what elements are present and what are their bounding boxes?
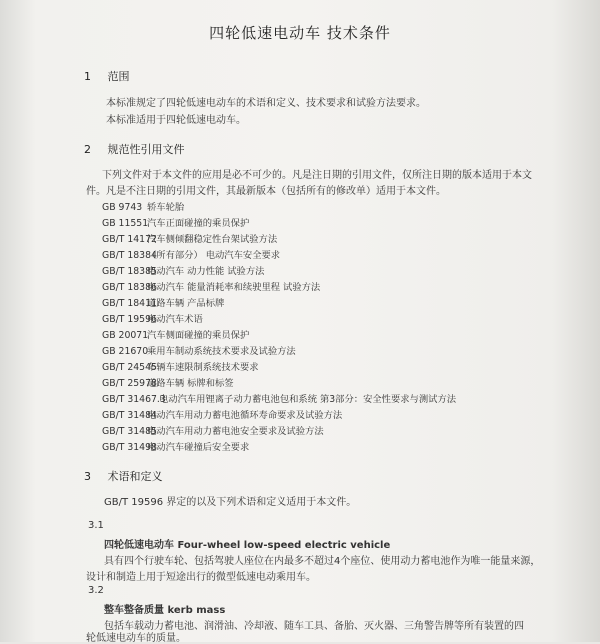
reference-item bbox=[102, 407, 342, 421]
reference-code: GB 20071 bbox=[102, 330, 149, 341]
paragraph: 本标准规定了四轮低速电动车的术语和定义、技术要求和试验方法要求。 bbox=[106, 98, 426, 109]
reference-item bbox=[102, 295, 224, 309]
reference-name: 电动汽车用动力蓄电池循环寿命要求及试验方法 bbox=[146, 410, 343, 421]
section-1-heading bbox=[84, 68, 130, 84]
paragraph: 包括车载动力蓄电池、润滑油、冷却液、随车工具、备胎、灭火器、三角警告牌等所有装置的四 bbox=[104, 621, 524, 632]
reference-name: 轿车轮胎 bbox=[146, 202, 185, 213]
reference-item bbox=[102, 263, 264, 277]
reference-name: （所有部分） 电动汽车安全要求 bbox=[146, 250, 281, 261]
paragraph: 轮低速电动车的质量。 bbox=[86, 633, 186, 644]
reference-item bbox=[102, 423, 324, 437]
reference-item bbox=[102, 359, 259, 373]
reference-code: GB/T 31484 bbox=[102, 410, 157, 421]
reference-item bbox=[102, 327, 249, 341]
section-2-heading bbox=[84, 141, 185, 157]
reference-code: GB/T 18411 bbox=[102, 298, 157, 309]
reference-name: 车辆车速限制系统技术要求 bbox=[146, 362, 259, 373]
section-number: 2 bbox=[84, 143, 91, 156]
paragraph: 设计和制造上用于短途出行的微型低速电动乘用车。 bbox=[86, 572, 316, 583]
reference-name: 电动汽车 动力性能 试验方法 bbox=[146, 266, 265, 277]
section-title: 规范性引用文件 bbox=[107, 143, 185, 156]
section-number: 1 bbox=[84, 70, 91, 83]
paragraph: GB/T 19596 界定的以及下列术语和定义适用于本文件。 bbox=[104, 497, 357, 508]
document-title: 四轮低速电动车 技术条件 bbox=[209, 24, 391, 42]
reference-code: GB 11551 bbox=[102, 218, 149, 229]
reference-name: 汽车侧面碰撞的乘员保护 bbox=[146, 330, 250, 341]
reference-name: 电动汽车碰撞后安全要求 bbox=[146, 442, 250, 453]
paragraph: 下列文件对于本文件的应用是必不可少的。凡是注日期的引用文件，仅所注日期的版本适用于本文 bbox=[102, 170, 532, 181]
reference-code: GB 21670 bbox=[102, 346, 149, 357]
reference-item bbox=[102, 375, 234, 389]
reference-code: GB/T 31498 bbox=[102, 442, 157, 453]
paragraph: 件。凡是不注日期的引用文件，其最新版本（包括所有的修改单）适用于本文件。 bbox=[86, 186, 446, 197]
reference-name: 乘用车制动系统技术要求及试验方法 bbox=[146, 346, 296, 357]
reference-name: 电动汽车用动力蓄电池安全要求及试验方法 bbox=[146, 426, 324, 437]
reference-name: 道路车辆 产品标牌 bbox=[146, 298, 225, 309]
reference-name: 汽车侧倾翻稳定性台架试验方法 bbox=[146, 234, 278, 245]
section-title: 术语和定义 bbox=[107, 470, 163, 483]
reference-item bbox=[102, 247, 280, 261]
reference-name: 电动汽车术语 bbox=[146, 314, 203, 325]
reference-name: 电动汽车 能量消耗率和续驶里程 试验方法 bbox=[146, 282, 321, 293]
reference-code: GB/T 24545 bbox=[102, 362, 157, 373]
reference-code: GB/T 18386 bbox=[102, 282, 157, 293]
reference-name: 道路车辆 标牌和标签 bbox=[146, 378, 234, 389]
reference-code: GB/T 18384 bbox=[102, 250, 157, 261]
definition-term: 整车整备质量 kerb mass bbox=[104, 605, 226, 616]
reference-item bbox=[102, 231, 277, 245]
reference-item bbox=[102, 199, 184, 213]
reference-item bbox=[102, 391, 456, 405]
section-title: 范围 bbox=[107, 70, 130, 83]
reference-code: GB/T 19596 bbox=[102, 314, 157, 325]
reference-code: GB/T 31467.3 bbox=[102, 394, 166, 405]
reference-name: 电动汽车用锂离子动力蓄电池包和系统 第3部分：安全性要求与测试方法 bbox=[158, 394, 457, 405]
reference-item bbox=[102, 343, 296, 357]
definition-term: 四轮低速电动车 Four-wheel low-speed electric vehicle bbox=[104, 540, 391, 551]
section-3-heading bbox=[84, 468, 163, 484]
reference-item bbox=[102, 439, 249, 453]
reference-code: GB/T 18385 bbox=[102, 266, 157, 277]
paragraph: 具有四个行驶车轮、包括驾驶人座位在内最多不超过4个座位、使用动力蓄电池作为唯一能量来源， bbox=[104, 556, 541, 567]
reference-item bbox=[102, 279, 320, 293]
definition-number: 3.1 bbox=[88, 520, 104, 531]
reference-name: 汽车正面碰撞的乘员保护 bbox=[146, 218, 250, 229]
paragraph: 本标准适用于四轮低速电动车。 bbox=[106, 115, 246, 126]
reference-item bbox=[102, 311, 203, 325]
section-number: 3 bbox=[84, 470, 91, 483]
reference-code: GB 9743 bbox=[102, 202, 143, 213]
reference-code: GB/T 25978 bbox=[102, 378, 157, 389]
reference-code: GB/T 31485 bbox=[102, 426, 157, 437]
reference-item bbox=[102, 215, 249, 229]
definition-number: 3.2 bbox=[88, 585, 104, 596]
reference-code: GB/T 14172 bbox=[102, 234, 157, 245]
